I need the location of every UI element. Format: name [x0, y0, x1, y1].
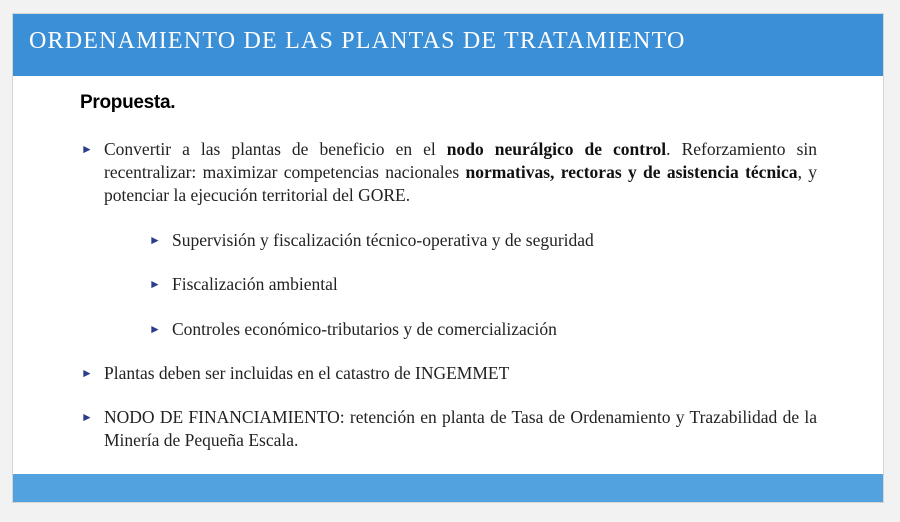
sub-bullet-item — [149, 229, 749, 252]
bullet-item — [81, 362, 817, 385]
bullet-arrow-icon: ► — [81, 366, 93, 380]
bullet-bold-text: nodo neurálgico de control — [446, 139, 667, 159]
bullet-item — [81, 138, 817, 207]
bullet-text: Plantas deben ser incluidas en el catastro de INGEMMET — [104, 363, 510, 383]
footer-bar — [13, 474, 883, 502]
section-heading: Propuesta. — [80, 92, 176, 113]
title-bar — [13, 14, 883, 76]
bullet-arrow-icon: ► — [81, 410, 93, 424]
bullet-text: Fiscalización ambiental — [172, 274, 338, 294]
bullet-text: Supervisión y fiscalización técnico-operativa y de seguridad — [172, 230, 594, 250]
bullet-text: Controles económico-tributarios y de comercialización — [172, 319, 557, 339]
bullet-arrow-icon: ► — [81, 142, 93, 156]
bullet-item — [81, 406, 817, 452]
bullet-bold-text: normativas, rectoras y de asistencia técnica — [465, 162, 798, 182]
bullet-arrow-icon: ► — [149, 322, 161, 336]
sub-bullet-item — [149, 318, 749, 341]
bullet-text: NODO DE FINANCIAMIENTO: retención en planta de Tasa de Ordenamiento y Trazabilidad de la Minería de Pequeña Escala. — [104, 407, 817, 450]
bullet-arrow-icon: ► — [149, 233, 161, 247]
slide — [12, 13, 884, 503]
sub-bullet-item — [149, 273, 749, 296]
bullet-text: Convertir a las plantas de beneficio en el nodo neurálgico de control. Reforzamiento sin recentralizar: maximizar competencias nacionales normativas, rectoras y de asistencia técnica, y potenciar la ejecución territorial del GORE. — [104, 139, 818, 205]
bullet-arrow-icon: ► — [149, 277, 161, 291]
slide-title: ORDENAMIENTO DE LAS PLANTAS DE TRATAMIENTO — [29, 28, 686, 54]
